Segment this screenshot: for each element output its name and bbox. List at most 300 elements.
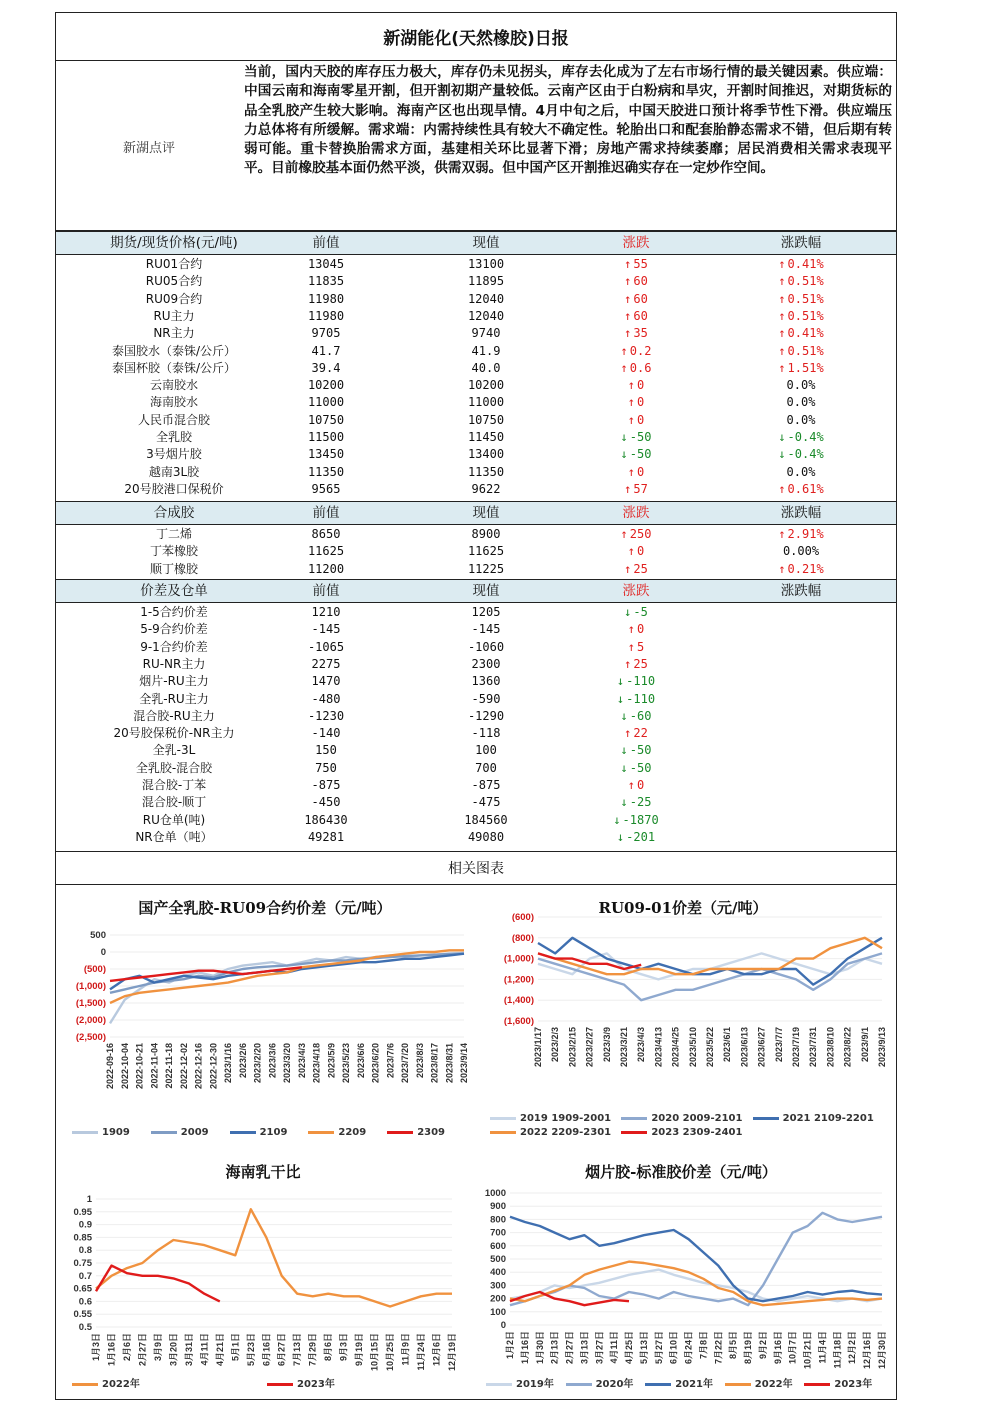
cell-prev: 13045 [307, 257, 345, 271]
table-row [56, 561, 896, 578]
x-tick-label: 2023/5/22 [705, 1027, 715, 1068]
cell-pct: 0.0% [786, 395, 816, 410]
legend-swatch [387, 1131, 413, 1134]
legend-item [267, 1375, 335, 1390]
cell-chg: ↓ -50 [576, 760, 696, 777]
cell-chg: ↓ -110 [576, 691, 696, 708]
x-tick-label: 2023/6/6 [355, 1043, 366, 1079]
x-tick-label: 6月27日 [276, 1333, 287, 1367]
legend-label: 2022年 [102, 1379, 140, 1390]
cell-name: NR主力 [153, 326, 195, 341]
x-tick-label: 7月22日 [713, 1331, 724, 1365]
cell-chg: ↑ 22 [576, 725, 696, 742]
cell-prev: 11200 [307, 561, 345, 576]
report-title: 新湖能化(天然橡胶)日报 [56, 13, 896, 61]
cell-prev: 10200 [307, 378, 345, 393]
x-tick-label: 2023/2/27 [584, 1027, 595, 1068]
cell-curr: 9740 [471, 326, 501, 341]
chart-svg [58, 1151, 468, 1397]
table-row [56, 673, 896, 690]
x-tick-label: 2023/8/17 [429, 1043, 440, 1084]
cell-curr: 11895 [467, 274, 505, 289]
table-row [56, 308, 896, 325]
y-tick-label: (1,000) [75, 981, 106, 992]
x-tick-label: 2023/2/6 [237, 1043, 248, 1079]
legend-item [725, 1375, 793, 1390]
x-tick-label: 10月21日 [802, 1331, 813, 1370]
legend-item [151, 1127, 209, 1138]
x-tick-label: 4月25日 [624, 1331, 635, 1365]
y-tick-label: 0.9 [78, 1219, 92, 1231]
cell-chg: ↓ -25 [576, 794, 696, 811]
x-tick-label: 2023/6/20 [370, 1043, 381, 1084]
table-row [56, 543, 896, 560]
x-tick-label: 2022-11-04 [149, 1043, 160, 1089]
legend-swatch [645, 1383, 671, 1386]
cell-prev: 10750 [307, 412, 345, 427]
x-tick-label: 6月24日 [683, 1331, 694, 1365]
cell-pct: ↓ -0.4% [701, 429, 901, 446]
legend-label: 2021年 [675, 1379, 714, 1390]
cell-curr: 11000 [467, 395, 505, 410]
x-tick-label: 8月19日 [743, 1331, 754, 1365]
column-header: 期货/现货价格(元/吨) [110, 235, 238, 251]
x-tick-label: 2023/7/20 [400, 1043, 410, 1084]
cell-name: 9-1合约价差 [140, 639, 208, 654]
cell-name: 20号胶保税价-NR主力 [113, 726, 235, 741]
table-row [56, 691, 896, 708]
cell-chg: ↑ 0.2 [576, 343, 696, 360]
cell-chg: ↓ -50 [576, 742, 696, 759]
cell-curr: 13400 [467, 447, 505, 462]
cell-chg: ↑ 25 [576, 656, 696, 673]
cell-curr: -1060 [467, 639, 505, 654]
legend-label: 2309 [417, 1127, 446, 1138]
cell-curr: 10200 [467, 378, 505, 393]
y-tick-label: 0 [500, 1320, 506, 1331]
cell-prev: 186430 [304, 812, 348, 827]
y-tick-label: 200 [490, 1293, 506, 1305]
column-header: 涨跌 [622, 583, 650, 599]
series-line-2020-2009-2101 [538, 953, 882, 1000]
cell-name: 混合胶-RU主力 [133, 708, 215, 723]
y-tick-label: (600) [511, 912, 534, 923]
legend-label: 2209 [338, 1127, 367, 1138]
cell-prev: 11835 [307, 274, 345, 289]
x-tick-label: 12月6日 [431, 1333, 442, 1367]
cell-chg: ↓ -50 [576, 446, 696, 463]
x-tick-label: 2月27日 [564, 1331, 575, 1365]
legend-swatch [804, 1383, 830, 1386]
cell-name: 20号胶港口保税价 [124, 481, 224, 496]
cell-name: 5-9合约价差 [140, 622, 208, 637]
cell-name: 人民币混合胶 [137, 412, 210, 427]
legend-label: 2009 [180, 1127, 209, 1138]
cell-chg: ↑ 0 [576, 464, 696, 481]
table-row [56, 794, 896, 811]
cell-name: 全乳-RU主力 [139, 691, 209, 706]
column-header: 前值 [312, 235, 340, 251]
legend-item [804, 1375, 872, 1390]
cell-prev: -480 [311, 691, 341, 706]
cell-curr: 8900 [471, 527, 501, 541]
x-tick-label: 2023/5/23 [341, 1043, 351, 1084]
x-tick-label: 2022-12-16 [193, 1043, 204, 1090]
cell-name: 3号烟片胶 [146, 447, 202, 462]
cell-name: 混合胶-丁苯 [141, 778, 207, 792]
column-header: 现值 [472, 235, 500, 251]
legend-label: 2109 [259, 1127, 288, 1138]
cell-prev: 1470 [311, 674, 341, 689]
y-tick-label: (1,600) [503, 1016, 534, 1027]
cell-name: 泰国杯胶（泰铢/公斤） [111, 360, 237, 375]
x-tick-label: 1月3日 [91, 1333, 101, 1362]
x-tick-label: 2月27日 [137, 1333, 148, 1367]
table-row [56, 481, 896, 498]
x-tick-label: 2023/8/22 [842, 1027, 853, 1068]
cell-chg: ↑ 250 [576, 526, 696, 543]
cell-chg: ↑ 57 [576, 481, 696, 498]
cell-curr: 1360 [471, 674, 501, 689]
y-tick-label: 0.95 [73, 1206, 92, 1218]
x-tick-label: 8月5日 [728, 1331, 739, 1360]
cell-prev: 9705 [311, 326, 341, 341]
cell-name: RU05合约 [145, 274, 203, 289]
table-row [56, 760, 896, 777]
cell-curr: -1290 [467, 708, 505, 723]
series-line-2021-2109-2201 [538, 938, 882, 985]
x-tick-label: 2023/7/31 [808, 1027, 819, 1068]
y-tick-label: 0.55 [73, 1309, 92, 1321]
x-tick-label: 4月21日 [214, 1333, 225, 1367]
cell-prev: -1230 [307, 708, 345, 723]
cell-curr: 184560 [464, 812, 508, 827]
cell-chg: ↓ -110 [576, 673, 696, 690]
daily-report-sheet [55, 12, 897, 1400]
cell-prev: 150 [315, 743, 337, 758]
x-tick-label: 7月13日 [292, 1333, 303, 1367]
cell-prev: 9565 [311, 481, 341, 496]
x-tick-label: 2022-10-21 [134, 1043, 145, 1090]
table-row [56, 291, 896, 308]
cell-prev: 11350 [307, 464, 345, 479]
x-tick-label: 2023/3/6 [267, 1043, 278, 1079]
x-tick-label: 3月13日 [579, 1331, 590, 1365]
cell-chg: ↑ 0 [576, 394, 696, 411]
legend-label: 1909 [102, 1127, 130, 1138]
y-tick-label: 0.75 [73, 1258, 92, 1269]
column-header: 现值 [472, 505, 500, 521]
cell-curr: -475 [471, 795, 501, 810]
legend-label: 2023 2309-2401 [651, 1127, 743, 1138]
cell-chg: ↑ 0 [576, 777, 696, 794]
legend-label: 2019 1909-2001 [520, 1113, 612, 1124]
y-tick-label: 0.5 [78, 1322, 92, 1333]
x-tick-label: 2023/3/9 [601, 1027, 612, 1063]
legend-item [72, 1375, 140, 1390]
table-row [56, 429, 896, 446]
column-header: 前值 [312, 505, 340, 521]
x-tick-label: 11月4日 [817, 1331, 828, 1364]
legend-item [490, 1113, 611, 1124]
cell-curr: 2300 [471, 656, 501, 671]
x-tick-label: 2023/2/3 [550, 1027, 561, 1063]
cell-curr: 11450 [467, 430, 505, 444]
chart-title: 海南乳干比 [225, 1163, 301, 1181]
x-tick-label: 2月6日 [121, 1333, 132, 1362]
table-row [56, 325, 896, 342]
cell-prev: -450 [311, 795, 341, 810]
cell-name: 泰国胶水（泰铢/公斤） [111, 343, 237, 358]
cell-name: 丁二烯 [155, 527, 192, 541]
legend-label: 2023年 [297, 1379, 335, 1390]
cell-name: 云南胶水 [149, 378, 198, 393]
cell-curr: 12040 [467, 291, 505, 306]
legend-item [490, 1127, 611, 1138]
cell-curr: 11350 [467, 464, 505, 479]
y-tick-label: 0.8 [78, 1245, 92, 1257]
x-tick-label: 9月2日 [757, 1331, 768, 1360]
chart-title: RU09-01价差（元/吨） [598, 899, 768, 917]
legend-item [308, 1127, 366, 1138]
cell-chg: ↑ 60 [576, 308, 696, 325]
x-tick-label: 3月20日 [168, 1333, 179, 1367]
x-tick-label: 9月19日 [354, 1333, 365, 1367]
legend-item [621, 1113, 742, 1124]
cell-curr: 700 [475, 760, 497, 775]
y-tick-label: 500 [90, 930, 106, 941]
x-tick-label: 11月18日 [832, 1331, 843, 1369]
x-tick-label: 2023/8/3 [414, 1043, 425, 1079]
y-tick-label: 500 [490, 1254, 506, 1265]
legend-item [566, 1375, 634, 1390]
cell-chg: ↓ -5 [576, 604, 696, 621]
x-tick-label: 2023/4/3 [296, 1043, 307, 1079]
cell-prev: -1065 [307, 639, 345, 654]
cell-chg: ↓ -201 [576, 829, 696, 846]
cell-prev: -145 [311, 622, 341, 637]
legend-item [486, 1375, 554, 1390]
table-row [56, 343, 896, 360]
cell-prev: 11625 [307, 544, 345, 559]
cell-prev: -875 [311, 778, 341, 792]
x-tick-label: 2023/9/14 [459, 1043, 469, 1084]
legend-label: 2019年 [516, 1379, 554, 1390]
cell-prev: 13450 [307, 447, 345, 462]
cell-name: RU-NR主力 [142, 656, 206, 671]
chart-2 [476, 887, 890, 1149]
cell-name: 丁苯橡胶 [149, 544, 198, 559]
cell-curr: 100 [475, 743, 497, 758]
x-tick-label: 2023/4/3 [636, 1027, 647, 1063]
y-tick-label: (1,000) [503, 953, 534, 965]
x-tick-label: 1月16日 [519, 1331, 530, 1365]
y-tick-label: 0.6 [78, 1296, 92, 1308]
table-row [56, 621, 896, 638]
table-row [56, 526, 896, 543]
y-tick-label: (800) [511, 932, 534, 944]
cell-name: 顺丁橡胶 [149, 561, 198, 576]
x-tick-label: 2023/9/13 [877, 1027, 887, 1068]
futures-section-header [56, 231, 896, 255]
x-tick-label: 2023/7/7 [773, 1027, 784, 1063]
cell-pct: ↑ 0.61% [701, 481, 901, 498]
cell-prev: 750 [315, 760, 337, 775]
chart-title: 烟片胶-标准胶价差（元/吨） [585, 1163, 777, 1181]
table-row [56, 812, 896, 829]
cell-prev: 49281 [307, 829, 345, 844]
x-tick-label: 2023/4/18 [311, 1043, 322, 1084]
legend-swatch [621, 1131, 647, 1134]
x-tick-label: 2023/6/27 [756, 1027, 767, 1068]
table-row [56, 412, 896, 429]
y-tick-label: 0.85 [73, 1232, 92, 1244]
y-tick-label: (1,400) [503, 995, 534, 1007]
legend-label: 2021 2109-2201 [782, 1113, 874, 1124]
cell-prev: 39.4 [311, 360, 341, 375]
column-header: 现值 [472, 583, 500, 599]
table-row [56, 829, 896, 846]
cell-name: 烟片-RU主力 [139, 674, 209, 689]
series-line-1909 [110, 953, 464, 1023]
cell-pct: ↑ 0.51% [701, 291, 901, 308]
cell-chg: ↑ 0.6 [576, 360, 696, 377]
cell-curr: 11625 [467, 544, 505, 559]
x-tick-label: 2022-09-16 [105, 1043, 115, 1090]
cell-curr: -145 [471, 622, 501, 637]
cell-chg: ↑ 25 [576, 561, 696, 578]
y-tick-label: 600 [490, 1240, 506, 1252]
chart-3 [58, 1151, 468, 1397]
x-tick-label: 10月7日 [787, 1331, 798, 1365]
x-tick-label: 2023/8/31 [444, 1043, 455, 1084]
table-row [56, 394, 896, 411]
table-row [56, 446, 896, 463]
cell-pct: ↑ 2.91% [701, 526, 901, 543]
chart-1 [58, 887, 472, 1149]
cell-prev: 11980 [307, 291, 345, 306]
x-tick-label: 10月15日 [369, 1333, 380, 1372]
y-tick-label: 0.7 [78, 1270, 92, 1282]
cell-chg: ↑ 60 [576, 291, 696, 308]
x-tick-label: 12月2日 [847, 1331, 858, 1365]
spread-section-header [56, 579, 896, 603]
cell-pct: ↑ 0.51% [701, 273, 901, 290]
x-tick-label: 7月29日 [307, 1333, 318, 1367]
x-tick-label: 12月19日 [447, 1333, 457, 1372]
cell-name: 海南胶水 [149, 395, 198, 410]
cell-prev: 41.7 [311, 343, 341, 358]
cell-chg: ↑ 0 [576, 412, 696, 429]
cell-prev: 11000 [307, 395, 345, 410]
cell-curr: 12040 [467, 308, 505, 323]
legend-swatch [308, 1131, 334, 1134]
y-tick-label: 700 [490, 1227, 506, 1239]
cell-pct: ↑ 0.41% [701, 256, 901, 273]
x-tick-label: 1月2日 [505, 1331, 515, 1360]
cell-name: RU仓单(吨) [142, 812, 206, 827]
cell-chg: ↑ 0 [576, 543, 696, 560]
legend-label: 2020年 [595, 1379, 634, 1390]
cell-curr: 9622 [471, 481, 501, 496]
x-tick-label: 11月9日 [400, 1333, 411, 1366]
cell-prev: 11980 [307, 308, 345, 323]
y-tick-label: (2,500) [75, 1032, 106, 1043]
cell-chg: ↑ 55 [576, 256, 696, 273]
x-tick-label: 9月3日 [338, 1333, 349, 1362]
cell-pct: ↓ -0.4% [701, 446, 901, 463]
legend-swatch [267, 1383, 293, 1386]
cell-pct: ↑ 0.51% [701, 343, 901, 360]
x-tick-label: 8月6日 [323, 1333, 334, 1362]
x-tick-label: 9月16日 [772, 1331, 783, 1365]
table-row [56, 256, 896, 273]
cell-pct: ↑ 0.41% [701, 325, 901, 342]
cell-chg: ↓ -60 [576, 708, 696, 725]
x-tick-label: 2022-11-18 [164, 1043, 174, 1089]
table-row [56, 639, 896, 656]
legend-item [645, 1375, 713, 1390]
cell-prev: 11500 [307, 430, 345, 444]
chart-svg [476, 887, 890, 1149]
legend-swatch [490, 1117, 516, 1120]
column-header: 涨跌幅 [780, 235, 822, 251]
series-line-2022年 [96, 1209, 452, 1306]
cell-pct: 0.0% [786, 412, 816, 427]
x-tick-label: 2023/5/10 [687, 1027, 698, 1068]
cell-curr: 41.9 [471, 343, 501, 358]
legend-swatch [72, 1383, 98, 1386]
chart-svg [472, 1151, 890, 1397]
x-tick-label: 12月30日 [877, 1331, 887, 1370]
y-tick-label: 800 [490, 1214, 506, 1226]
legend-label: 2022 2209-2301 [520, 1127, 612, 1138]
x-tick-label: 4月11日 [199, 1333, 210, 1366]
cell-name: 越南3L胶 [148, 464, 200, 479]
cell-chg: ↓ -1870 [576, 812, 696, 829]
x-tick-label: 2023/4/25 [670, 1027, 681, 1068]
cell-name: 1-5合约价差 [140, 605, 208, 619]
legend-label: 2022年 [754, 1379, 793, 1390]
column-header: 涨跌幅 [780, 583, 822, 599]
cell-curr: 13100 [467, 257, 505, 271]
x-tick-label: 12月16日 [862, 1331, 873, 1370]
legend-swatch [753, 1117, 779, 1120]
table-row [56, 464, 896, 481]
table-row [56, 604, 896, 621]
column-header: 涨跌 [622, 235, 650, 251]
cell-name: 全乳胶 [155, 430, 192, 444]
y-tick-label: 900 [490, 1201, 506, 1213]
table-row [56, 777, 896, 794]
cell-curr: 1205 [471, 605, 501, 619]
cell-curr: 40.0 [471, 360, 501, 375]
cell-name: NR仓单（吨） [135, 829, 213, 844]
cell-pct: 0.0% [786, 464, 816, 479]
cell-curr: -118 [471, 726, 501, 741]
table-row [56, 360, 896, 377]
x-tick-label: 2022-12-02 [178, 1043, 189, 1090]
charts-heading: 相关图表 [56, 851, 896, 885]
legend-swatch [725, 1383, 751, 1386]
legend-label: 2020 2009-2101 [651, 1113, 743, 1124]
cell-name: 全乳-3L [152, 743, 196, 758]
x-tick-label: 5月23日 [245, 1333, 256, 1367]
x-tick-label: 6月10日 [668, 1331, 679, 1365]
x-tick-label: 2023/9/1 [859, 1027, 870, 1063]
x-tick-label: 7月8日 [698, 1331, 709, 1360]
cell-pct: ↑ 1.51% [701, 360, 901, 377]
